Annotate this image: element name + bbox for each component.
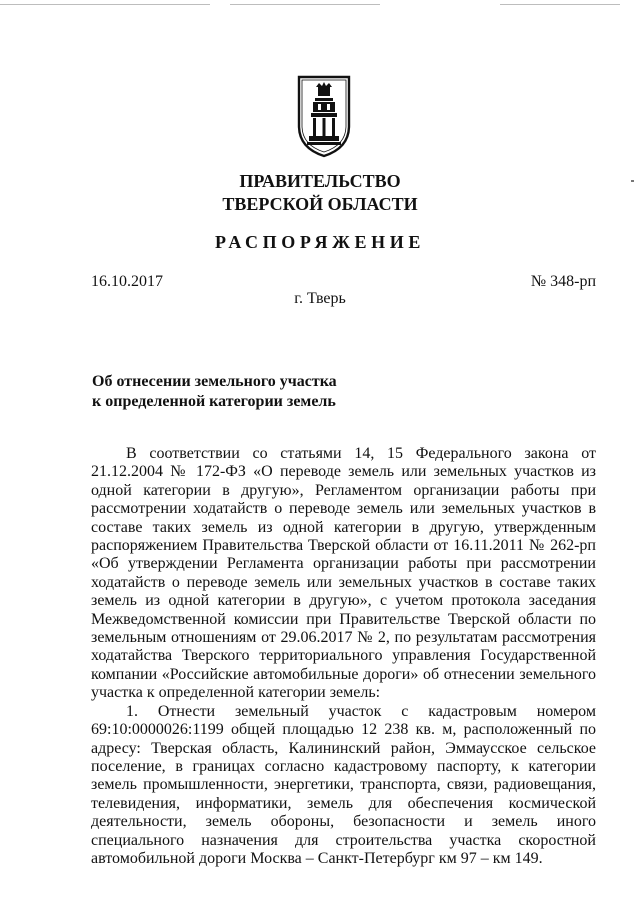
document-body — [91, 445, 596, 868]
scan-edge-line — [0, 4, 210, 5]
scan-edge-line — [230, 4, 380, 5]
body-paragraph: В соответствии со статьями 14, 15 Федерального закона от 21.12.2004 № 172-ФЗ «О переводе земель или земельных участков из одной категории в другую», Регламентом организации работы при рассмотрении ходатайств о переводе земель или земельных участков в составе таких земель из одной категории в другую, утвержденным распоряжением Правительства Тверской области от 16.11.2011 № 262-рп «Об утверждении Регламента организации работы при рассмотрении ходатайств о переводе земель или земельных участков в составе таких земель из одной категории в другую», с учетом протокола заседания Межведомственной комиссии при Правительстве Тверской области по земельным отношениям от 29.06.2017 № 2, по результатам рассмотрения ходатайства Тверского территориального управления Государственной компании «Российские автомобильные дороги» об отнесении земельного участка к определенной категории земель: — [91, 445, 596, 702]
scan-edge-line — [500, 4, 620, 5]
document-type: РАСПОРЯЖЕНИЕ — [215, 232, 425, 252]
document-number: № 348-рп — [530, 273, 596, 290]
body-paragraph: 1. Отнести земельный участок с кадастровым номером 69:10:0000026:1199 общей площадью 12 238 кв. м, расположенный по адресу: Тверская область, Калининский район, Эммаусское сельское поселение, в границах согласно кадастровому паспорту, к категории земель промышленности, энергетики, транспорта, связи, радиовещания, телевидения, информатики, земель для обеспечения космической деятельности, земель обороны, безопасности и земель иного специального назначения для строительства участка скоростной автомобильной дороги Москва – Санкт-Петербург км 97 – км 149. — [91, 702, 596, 867]
title-line: Об отнесении земельного участка — [92, 373, 337, 390]
document-title — [92, 372, 337, 412]
organization-line: ТВЕРСКОЙ ОБЛАСТИ — [222, 194, 418, 214]
title-line: к определенной категории земель — [92, 393, 336, 410]
coat-of-arms-icon — [296, 74, 352, 158]
document-city: г. Тверь — [294, 290, 346, 307]
organization-name — [0, 170, 640, 216]
organization-line: ПРАВИТЕЛЬСТВО — [239, 171, 401, 191]
document-date: 16.10.2017 — [91, 273, 163, 290]
